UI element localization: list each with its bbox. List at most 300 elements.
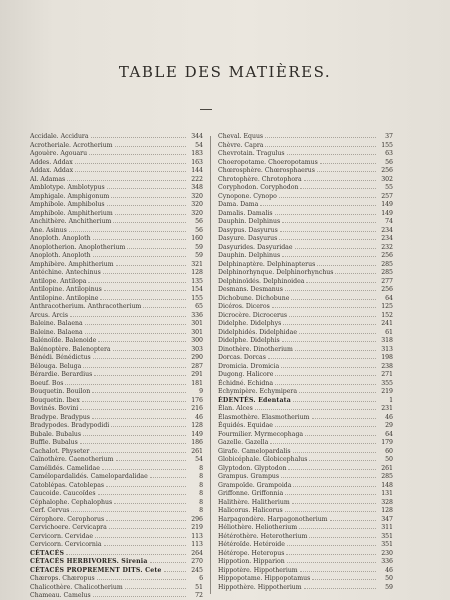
- entry-term: Anoplotherion. Anoplotherium: [30, 243, 126, 251]
- index-entry: [218, 472, 393, 481]
- dot-leader: [281, 362, 376, 368]
- entry-page-number: 320: [191, 209, 203, 217]
- entry-page-number: 64: [385, 430, 393, 438]
- index-entry: [218, 345, 393, 354]
- entry-term: Cérophore. Cerophorus: [30, 515, 105, 523]
- entry-page-number: 149: [191, 430, 203, 438]
- index-entry: [218, 200, 393, 209]
- dot-leader: [306, 277, 376, 283]
- index-entry: [30, 277, 203, 286]
- index-entry: [218, 387, 393, 396]
- entry-page-number: 321: [191, 260, 203, 268]
- dot-leader: [111, 192, 186, 198]
- index-entry: [30, 430, 203, 439]
- index-entry: [218, 132, 393, 141]
- entry-term: Chevrotain. Tragulus: [218, 150, 285, 157]
- dot-leader: [293, 447, 376, 453]
- entry-page-number: 8: [199, 490, 203, 497]
- dot-leader: [275, 209, 376, 215]
- entry-page-number: 351: [381, 541, 393, 548]
- entry-page-number: 63: [385, 150, 393, 157]
- dot-leader: [300, 183, 376, 189]
- index-entry: [218, 362, 393, 371]
- dot-leader: [265, 132, 376, 138]
- entry-page-number: 46: [385, 413, 393, 421]
- index-entry: [218, 506, 393, 515]
- entry-term: Camélopardalidés. Camelopardalidae: [30, 473, 148, 480]
- index-entry: [30, 141, 203, 150]
- page-title: TABLE DES MATIÈRES.: [118, 63, 332, 81]
- index-entry: [218, 234, 393, 243]
- dot-leader: [85, 328, 186, 334]
- dot-leader: [285, 506, 376, 512]
- dot-leader: [304, 583, 376, 589]
- entry-page-number: 320: [191, 201, 203, 208]
- index-entry: [30, 523, 203, 532]
- index-entry: [218, 268, 393, 277]
- entry-term: Bélouga. Beluga: [30, 362, 82, 370]
- index-entry: [218, 243, 393, 252]
- entry-term: Al. Adamas: [30, 175, 66, 183]
- entry-term: Héliothère. Heliotherium: [218, 524, 298, 531]
- entry-page-number: 56: [385, 158, 393, 166]
- entry-page-number: 347: [381, 515, 393, 523]
- entry-term: Hippopotame. Hippopotamus: [218, 575, 311, 582]
- entry-page-number: 301: [191, 328, 203, 336]
- dot-leader: [102, 464, 186, 470]
- entry-page-number: 6: [199, 575, 203, 582]
- dot-leader: [94, 370, 186, 376]
- entry-page-number: 56: [195, 218, 203, 225]
- entry-term: Dasyure. Dasyurus: [218, 235, 278, 242]
- entry-term: Anoploth. Anoploth: [30, 252, 91, 259]
- entry-page-number: 291: [191, 371, 203, 378]
- dot-leader: [281, 472, 376, 478]
- index-entry: [30, 481, 203, 490]
- entry-term: Delphinorhynque. Delphinorhynchus: [218, 269, 334, 276]
- dot-leader: [91, 132, 186, 138]
- entry-term: Dinothère. Dinotherium: [218, 345, 293, 353]
- entry-page-number: 234: [381, 226, 393, 234]
- entry-page-number: 198: [381, 354, 393, 361]
- entry-term: ÉDENTÉS. Edentata: [218, 396, 291, 404]
- entry-term: Caïnothère. Caenotherium: [30, 456, 114, 463]
- index-entry: [30, 183, 203, 192]
- index-entry: [30, 421, 203, 430]
- entry-page-number: 56: [195, 226, 203, 234]
- dot-leader: [335, 268, 376, 274]
- dot-leader: [113, 345, 186, 351]
- index-entry: [218, 549, 393, 558]
- entry-page-number: 1: [389, 396, 393, 404]
- dot-leader: [289, 311, 376, 317]
- dot-leader: [330, 515, 376, 521]
- index-entry: [30, 285, 203, 294]
- entry-page-number: 261: [191, 447, 203, 455]
- index-entry: [218, 455, 393, 464]
- entry-page-number: 183: [191, 150, 203, 157]
- dot-leader: [317, 260, 376, 266]
- dot-leader: [282, 251, 376, 257]
- dot-leader: [83, 362, 186, 368]
- index-entry: [218, 464, 393, 473]
- index-entry: [218, 175, 393, 184]
- index-entry: [30, 438, 203, 447]
- index-entry: [30, 217, 203, 226]
- dot-leader: [71, 506, 186, 512]
- index-entry: [218, 183, 393, 192]
- index-entry: [30, 319, 203, 328]
- entry-term: Balénoïde. Balenoide: [30, 337, 97, 344]
- entry-term: Glyptodon. Glyptodon: [218, 464, 287, 472]
- entry-term: Dauphin. Delphinus: [218, 218, 281, 225]
- entry-page-number: 8: [199, 498, 203, 506]
- index-entry: [30, 447, 203, 456]
- entry-page-number: 160: [191, 235, 203, 242]
- entry-term: Bradype. Bradypus: [30, 413, 90, 421]
- index-entry: [218, 226, 393, 235]
- entry-page-number: 301: [191, 320, 203, 327]
- index-entry: [218, 336, 393, 345]
- entry-term: Dromicia. Dromicia: [218, 362, 280, 370]
- index-entry: [30, 404, 203, 413]
- dot-leader: [287, 149, 377, 155]
- index-entry: [30, 243, 203, 252]
- dot-leader: [104, 540, 186, 546]
- index-entry: [30, 158, 203, 167]
- index-entry: [218, 158, 393, 167]
- entry-page-number: 74: [385, 218, 393, 225]
- entry-term: Halicorus. Halicorus: [218, 507, 283, 514]
- entry-term: Antilopine. Antilopine: [30, 294, 99, 302]
- entry-page-number: 285: [381, 473, 393, 480]
- entry-term: Catoblépas. Catoblepas: [30, 481, 105, 489]
- entry-term: Dorcas. Dorcas: [218, 354, 266, 361]
- index-entry: [30, 268, 203, 277]
- entry-term: Delphinoïdés. Delphinoidea: [218, 277, 305, 285]
- index-entry: [218, 532, 393, 541]
- entry-term: Caucoide. Caucoïdes: [30, 490, 96, 497]
- dot-leader: [75, 158, 186, 164]
- index-entry: [218, 421, 393, 430]
- dot-leader: [285, 285, 376, 291]
- dot-leader: [104, 285, 186, 291]
- entry-term: Dugong. Halicore: [218, 371, 274, 378]
- index-entry: [30, 532, 203, 541]
- entry-term: CÉTACÉS PROPREMENT DITS. Cete: [30, 566, 162, 574]
- entry-term: Cervicorn. Cervidae: [30, 532, 94, 540]
- dot-leader: [285, 489, 376, 495]
- dot-leader: [293, 481, 376, 487]
- entry-page-number: 59: [195, 252, 203, 259]
- entry-page-number: 149: [381, 209, 393, 217]
- index-entry: [30, 396, 203, 405]
- dot-leader: [67, 175, 186, 181]
- dot-leader: [100, 294, 186, 300]
- index-entry: [218, 285, 393, 294]
- dot-leader: [300, 566, 376, 572]
- index-entry: [218, 277, 393, 286]
- entry-term: Chalicothère. Chalicotherium: [30, 583, 123, 591]
- entry-term: Antilope. Antilopa: [30, 277, 87, 285]
- dot-leader: [69, 226, 186, 232]
- entry-term: Hippotion. Hipparion: [218, 558, 285, 565]
- dot-leader: [111, 421, 186, 427]
- entry-term: Cheval. Equus: [218, 133, 264, 140]
- entry-term: Antéchine. Antechinus: [30, 269, 101, 276]
- entry-page-number: 8: [199, 507, 203, 514]
- index-entry: [218, 404, 393, 413]
- index-entry: [30, 362, 203, 371]
- entry-term: Bouquetin. Bouilon: [30, 388, 91, 395]
- index-entry: [30, 540, 203, 549]
- entry-term: Dama. Dama: [218, 201, 259, 208]
- index-entry: [218, 574, 393, 583]
- entry-term: CÉTACÉS HERBIVORES. Sirenia: [30, 558, 148, 565]
- dot-leader: [109, 523, 186, 529]
- dot-leader: [309, 532, 376, 538]
- entry-term: Grampoïde. Grampoida: [218, 481, 292, 489]
- dot-leader: [320, 158, 376, 164]
- entry-page-number: 320: [191, 192, 203, 200]
- dot-leader: [80, 438, 186, 444]
- dot-leader: [115, 209, 186, 215]
- entry-page-number: 72: [195, 592, 203, 599]
- index-entry: [218, 566, 393, 575]
- dot-leader: [80, 404, 186, 410]
- entry-term: Ane. Asinus: [30, 226, 67, 234]
- index-entry: [30, 574, 203, 583]
- entry-term: Dicrocère. Dicrocerus: [218, 311, 288, 319]
- entry-page-number: 336: [191, 311, 203, 319]
- entry-page-number: 46: [195, 413, 203, 421]
- entry-page-number: 230: [381, 549, 393, 557]
- entry-page-number: 241: [381, 320, 393, 327]
- index-entry: [218, 311, 393, 320]
- dot-leader: [150, 557, 186, 563]
- dot-leader: [106, 481, 186, 487]
- dot-leader: [125, 583, 186, 589]
- dot-leader: [309, 455, 376, 461]
- entry-term: Addax. Addax: [30, 167, 74, 174]
- index-column-right: [218, 132, 393, 591]
- entry-term: Baleine. Balaena: [30, 320, 83, 327]
- index-entry: [30, 591, 203, 600]
- dot-leader: [150, 472, 186, 478]
- entry-page-number: 128: [381, 507, 393, 514]
- entry-term: Anchithère. Anchitherium: [30, 218, 112, 225]
- dot-leader: [286, 549, 376, 555]
- entry-page-number: 8: [199, 464, 203, 472]
- index-entry: [30, 566, 203, 575]
- entry-page-number: 54: [195, 456, 203, 463]
- dot-leader: [295, 345, 376, 351]
- entry-term: Dauphin. Delphinus: [218, 252, 281, 259]
- index-entry: [218, 192, 393, 201]
- index-entry: [30, 166, 203, 175]
- dot-leader: [287, 540, 376, 546]
- dot-leader: [92, 413, 186, 419]
- dot-leader: [107, 200, 186, 206]
- dot-leader: [304, 175, 376, 181]
- entry-term: Didelphidés. Didelphidae: [218, 328, 297, 336]
- index-entry: [218, 149, 393, 158]
- entry-term: Cervicorn. Cervicornia: [30, 541, 102, 548]
- entry-page-number: 113: [191, 532, 203, 540]
- dot-leader: [272, 302, 376, 308]
- dot-leader: [275, 370, 376, 376]
- entry-page-number: 113: [191, 541, 203, 548]
- index-entry: [30, 464, 203, 473]
- entry-page-number: 219: [381, 388, 393, 395]
- dot-leader: [95, 532, 186, 538]
- index-entry: [30, 353, 203, 362]
- entry-page-number: 285: [381, 269, 393, 276]
- index-entry: [30, 370, 203, 379]
- dot-leader: [282, 336, 376, 342]
- index-entry: [218, 489, 393, 498]
- index-entry: [30, 200, 203, 209]
- entry-page-number: 50: [385, 575, 393, 582]
- entry-term: Griffonne. Griffonnia: [218, 490, 284, 497]
- entry-term: Dichobune. Dichobune: [218, 294, 290, 302]
- entry-page-number: 245: [191, 566, 203, 574]
- dot-leader: [287, 557, 376, 563]
- entry-term: Antilopine. Antilopinus: [30, 286, 102, 293]
- entry-term: Chærops. Chæropus: [30, 575, 95, 582]
- index-entry: [30, 209, 203, 218]
- entry-term: Acrotheriale. Acrotherium: [30, 141, 113, 149]
- entry-term: Anthracotherium. Anthracotherium: [30, 303, 142, 310]
- dot-leader: [103, 268, 186, 274]
- entry-page-number: 219: [191, 524, 203, 531]
- title-rule: [200, 109, 212, 110]
- dot-leader: [282, 217, 376, 223]
- dot-leader: [107, 183, 186, 189]
- index-entry: [218, 430, 393, 439]
- entry-page-number: 54: [195, 141, 203, 149]
- dot-leader: [299, 387, 376, 393]
- entry-page-number: 348: [191, 184, 203, 191]
- entry-page-number: 277: [381, 277, 393, 285]
- entry-term: Élasmothère. Elasmotherium: [218, 413, 310, 421]
- entry-page-number: 296: [191, 515, 203, 523]
- entry-term: Hippotère. Hippotherium: [218, 566, 298, 574]
- entry-page-number: 303: [191, 345, 203, 353]
- entry-page-number: 65: [195, 303, 203, 310]
- dot-leader: [288, 464, 376, 470]
- index-entry: [218, 557, 393, 566]
- dot-leader: [127, 243, 186, 249]
- dot-leader: [93, 591, 186, 597]
- entry-page-number: 155: [381, 141, 393, 149]
- index-entry: [30, 226, 203, 235]
- entry-term: Grampus. Grampus: [218, 473, 280, 480]
- index-entry: [30, 387, 203, 396]
- entry-page-number: 302: [381, 175, 393, 183]
- dot-leader: [82, 396, 186, 402]
- entry-page-number: 344: [191, 133, 203, 140]
- index-entry: [30, 294, 203, 303]
- entry-term: Bénédi. Bénédictus: [30, 354, 91, 361]
- entry-term: Boeuf. Bos: [30, 379, 64, 387]
- index-entry: [218, 141, 393, 150]
- index-entry: [30, 234, 203, 243]
- entry-term: Hétéroïde. Hetéroide: [218, 541, 285, 548]
- index-entry: [30, 489, 203, 498]
- entry-page-number: 222: [191, 175, 203, 183]
- entry-page-number: 135: [191, 277, 203, 285]
- index-entry: [218, 260, 393, 269]
- dot-leader: [260, 200, 376, 206]
- entry-page-number: 8: [199, 473, 203, 480]
- index-entry: [30, 379, 203, 388]
- index-entry: [30, 149, 203, 158]
- dot-leader: [75, 166, 186, 172]
- entry-page-number: 59: [195, 243, 203, 251]
- index-entry: [218, 217, 393, 226]
- entry-page-number: 8: [199, 481, 203, 489]
- entry-term: Chèvre. Capra: [218, 141, 264, 149]
- dot-leader: [275, 379, 376, 385]
- entry-page-number: 290: [191, 354, 203, 361]
- entry-term: Amphigale. Amphigonum: [30, 192, 110, 200]
- entry-page-number: 179: [381, 439, 393, 446]
- dot-leader: [113, 217, 186, 223]
- dot-leader: [293, 396, 376, 402]
- entry-term: Échidné. Echidna: [218, 379, 274, 387]
- entry-term: Agouère. Agouaru: [30, 150, 88, 157]
- dot-leader: [265, 141, 376, 147]
- index-entry: [218, 515, 393, 524]
- dot-leader: [268, 353, 376, 359]
- entry-page-number: 128: [191, 269, 203, 276]
- entry-page-number: 261: [381, 464, 393, 472]
- dot-leader: [283, 319, 376, 325]
- entry-page-number: 318: [381, 337, 393, 344]
- entry-term: Anoploth. Anoploth: [30, 235, 91, 242]
- entry-term: Delphinaptère. Delphinapterus: [218, 260, 316, 268]
- entry-page-number: 300: [191, 337, 203, 344]
- index-entry: [30, 549, 203, 558]
- dot-leader: [279, 192, 376, 198]
- index-entry: [30, 498, 203, 507]
- entry-page-number: 256: [381, 167, 393, 174]
- dot-leader: [164, 566, 186, 572]
- entry-page-number: 163: [191, 158, 203, 166]
- entry-page-number: 287: [191, 362, 203, 370]
- entry-term: Cynopone. Cynopo: [218, 192, 277, 200]
- dot-leader: [93, 251, 186, 257]
- entry-term: Amphibole. Amphitherium: [30, 209, 113, 217]
- entry-term: Bradypodes. Bradypodidi: [30, 422, 110, 429]
- index-entry: [30, 260, 203, 269]
- entry-term: Gazelle. Gazella: [218, 439, 269, 446]
- entry-page-number: 37: [385, 133, 393, 140]
- entry-term: Echymipère. Echymipera: [218, 388, 298, 395]
- entry-term: Camélidés. Camelidae: [30, 464, 100, 472]
- dot-leader: [270, 438, 376, 444]
- dot-leader: [83, 430, 186, 436]
- entry-page-number: 55: [385, 184, 393, 191]
- dot-leader: [291, 294, 376, 300]
- index-entry: [218, 540, 393, 549]
- entry-page-number: 46: [385, 566, 393, 574]
- entry-term: Arcus. Arcis: [30, 311, 69, 319]
- index-entry: [218, 413, 393, 422]
- dot-leader: [115, 141, 187, 147]
- index-entry: [30, 328, 203, 337]
